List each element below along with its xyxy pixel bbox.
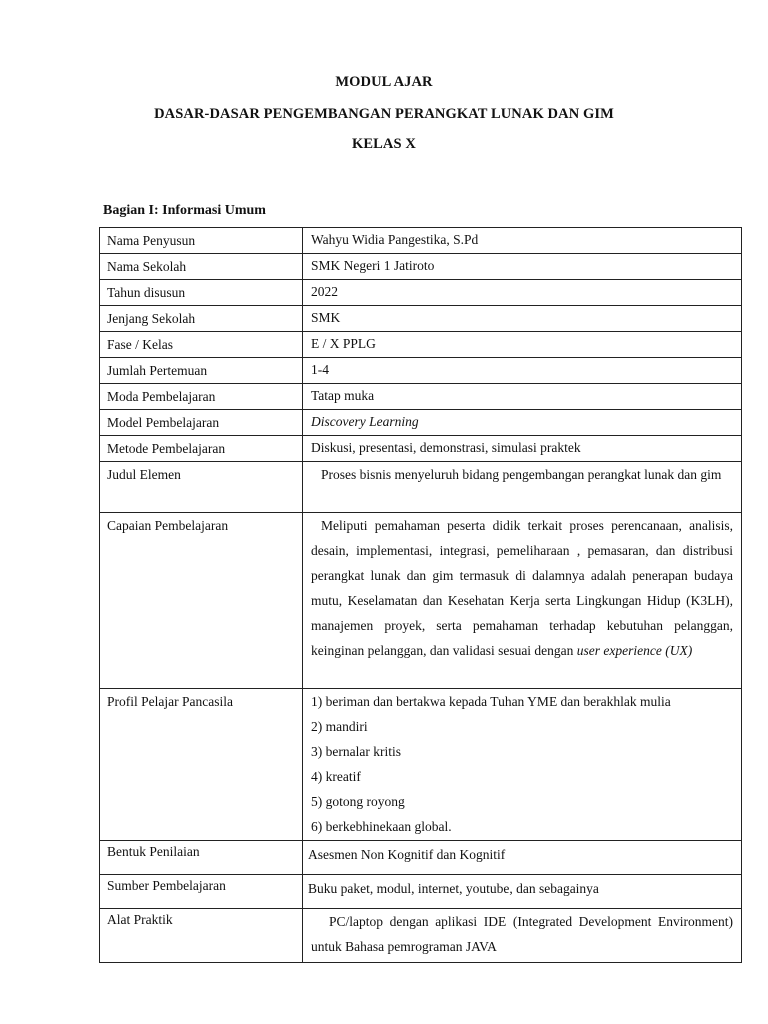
list-item: 2) mandiri bbox=[311, 719, 368, 734]
row-label: Profil Pelajar Pancasila bbox=[100, 689, 303, 841]
row-label: Capaian Pembelajaran bbox=[100, 513, 303, 689]
table-row bbox=[100, 254, 742, 280]
row-label: Jumlah Pertemuan bbox=[100, 358, 303, 384]
row-label: Bentuk Penilaian bbox=[100, 841, 303, 875]
row-label: Sumber Pembelajaran bbox=[100, 875, 303, 909]
table-row bbox=[100, 513, 742, 689]
row-value: Proses bisnis menyeluruh bidang pengembangan perangkat lunak dan gim bbox=[321, 467, 722, 482]
row-value: PC/laptop dengan aplikasi IDE (Integrated Development Environment) untuk Bahasa pemrograman JAVA bbox=[311, 914, 733, 954]
list-item: 6) berkebhinekaan global. bbox=[311, 819, 452, 834]
row-label: Fase / Kelas bbox=[100, 332, 303, 358]
table-row bbox=[100, 462, 742, 513]
list-item: 3) bernalar kritis bbox=[311, 744, 401, 759]
row-value-cell bbox=[303, 462, 742, 513]
row-value: 2022 bbox=[303, 280, 742, 306]
table-row bbox=[100, 306, 742, 332]
table-row bbox=[100, 909, 742, 963]
row-label: Metode Pembelajaran bbox=[100, 436, 303, 462]
list-item: 4) kreatif bbox=[311, 769, 361, 784]
row-value-cell bbox=[303, 909, 742, 963]
row-label: Model Pembelajaran bbox=[100, 410, 303, 436]
row-label: Jenjang Sekolah bbox=[100, 306, 303, 332]
table-row bbox=[100, 228, 742, 254]
info-table bbox=[99, 227, 742, 963]
row-value: Discovery Learning bbox=[303, 410, 742, 436]
row-label: Moda Pembelajaran bbox=[100, 384, 303, 410]
row-label: Alat Praktik bbox=[100, 909, 303, 963]
table-row bbox=[100, 436, 742, 462]
document-subtitle: DASAR-DASAR PENGEMBANGAN PERANGKAT LUNAK DAN GIM bbox=[154, 106, 614, 122]
row-value-paragraph bbox=[311, 513, 733, 663]
list-item: 1) beriman dan bertakwa kepada Tuhan YME dan berakhlak mulia bbox=[311, 694, 671, 709]
table-row bbox=[100, 384, 742, 410]
row-value: SMK Negeri 1 Jatiroto bbox=[303, 254, 742, 280]
row-value: E / X PPLG bbox=[303, 332, 742, 358]
row-value: Diskusi, presentasi, demonstrasi, simulasi praktek bbox=[303, 436, 742, 462]
list-item: 5) gotong royong bbox=[311, 794, 405, 809]
row-label: Nama Sekolah bbox=[100, 254, 303, 280]
row-value: SMK bbox=[303, 306, 742, 332]
table-row bbox=[100, 841, 742, 875]
table-row bbox=[100, 332, 742, 358]
row-value: Tatap muka bbox=[303, 384, 742, 410]
row-value-italic: user experience (UX) bbox=[576, 643, 693, 658]
row-value-cell bbox=[303, 513, 742, 689]
table-row bbox=[100, 689, 742, 841]
row-value: Meliputi pemahaman peserta didik terkait proses perencanaan, analisis, desain, implementasi, integrasi, pemeliharaan , pemasaran, dan distribusi perangkat lunak dan gim termasuk di dalamnya adalah penerapan budaya mutu, Keselamatan dan Kesehatan Kerja serta Lingkungan Hidup (K3LH), manajemen proyek, serta pemahaman terhadap kebutuhan pelanggan, keinginan pelanggan, dan validasi sesuai dengan bbox=[311, 518, 733, 658]
table-row bbox=[100, 410, 742, 436]
row-label: Judul Elemen bbox=[100, 462, 303, 513]
row-value: Buku paket, modul, internet, youtube, dan sebagainya bbox=[303, 875, 742, 909]
table-row bbox=[100, 875, 742, 909]
row-value-cell bbox=[303, 689, 742, 841]
document-title: MODUL AJAR bbox=[335, 74, 433, 90]
class-label: KELAS X bbox=[352, 136, 416, 152]
row-value: Wahyu Widia Pangestika, S.Pd bbox=[303, 228, 742, 254]
section-title: Bagian I: Informasi Umum bbox=[103, 203, 266, 218]
row-label: Tahun disusun bbox=[100, 280, 303, 306]
table-row bbox=[100, 280, 742, 306]
row-value: 1-4 bbox=[303, 358, 742, 384]
table-row bbox=[100, 358, 742, 384]
row-value: Asesmen Non Kognitif dan Kognitif bbox=[303, 841, 742, 875]
row-label: Nama Penyusun bbox=[100, 228, 303, 254]
